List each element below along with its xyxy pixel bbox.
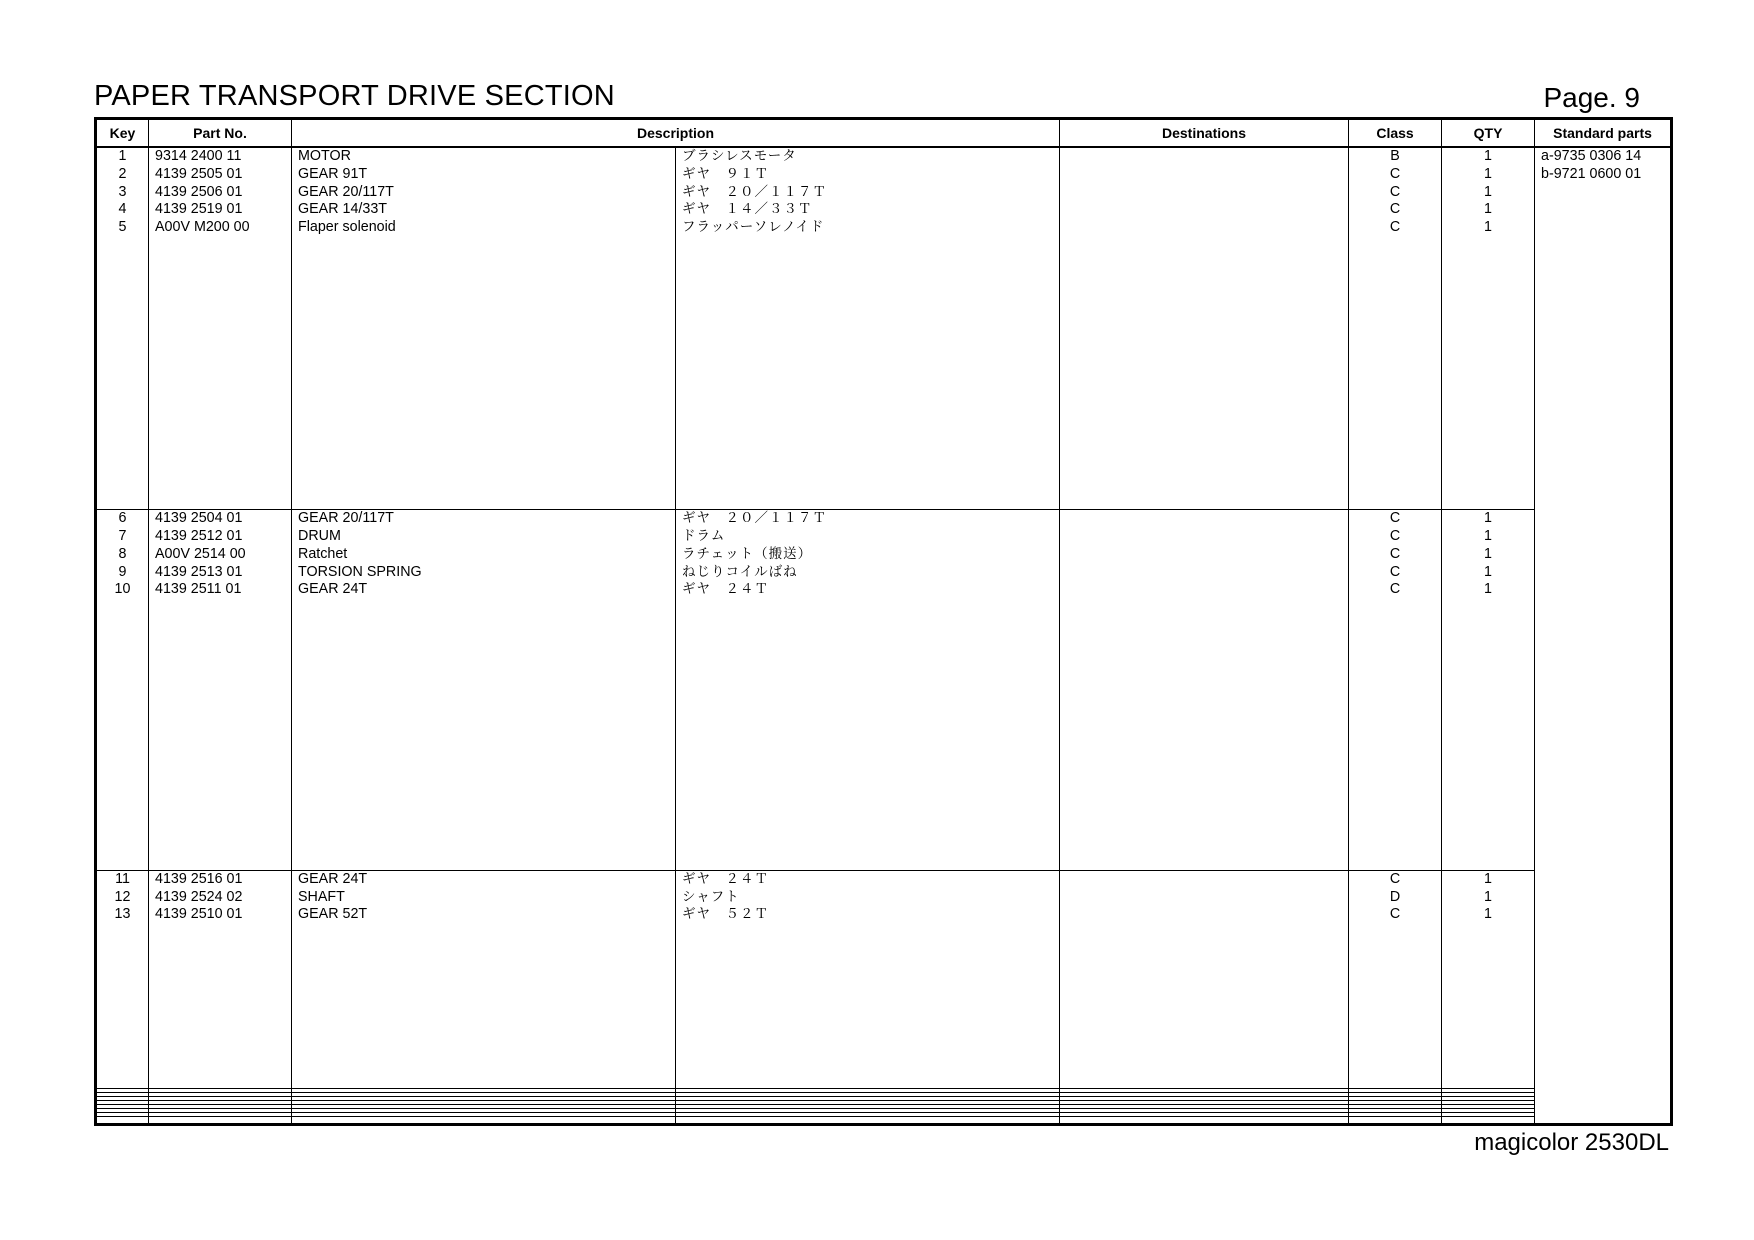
part-no-cell: 4139 2510 01 <box>155 906 243 923</box>
key-column-block <box>96 1116 149 1124</box>
destinations-cell <box>1060 906 1348 924</box>
description-en-cell: GEAR 52T <box>298 906 368 923</box>
destinations-cell <box>1060 184 1348 202</box>
description-jp-column-block <box>676 1116 1060 1124</box>
description-en-cell: DRUM <box>298 527 341 544</box>
col-header-description: Description <box>292 119 1060 148</box>
qty-cell: 1 <box>1484 527 1492 544</box>
description-en-cell: MOTOR <box>298 148 351 164</box>
key-cell: 7 <box>118 527 127 544</box>
key-cell: 6 <box>118 510 127 527</box>
part-no-column-block <box>149 1116 292 1124</box>
part-no-cell: 9314 2400 11 <box>155 148 242 164</box>
key-column-block <box>96 510 149 871</box>
qty-cell: 1 <box>1484 581 1492 598</box>
destinations-cell <box>1060 871 1348 889</box>
description-jp-cell: ギヤ ９１Ｔ <box>682 165 769 182</box>
description-jp-cell: ギヤ ２０／１１７Ｔ <box>682 510 827 527</box>
part-no-cell: 4139 2512 01 <box>155 527 243 544</box>
col-header-class: Class <box>1349 119 1442 148</box>
key-cell: 13 <box>114 906 131 923</box>
description-en-cell: GEAR 24T <box>298 870 368 887</box>
part-no-cell: 4139 2504 01 <box>155 510 243 527</box>
qty-cell: 1 <box>1484 870 1492 887</box>
qty-column-block <box>1442 147 1535 510</box>
class-cell: C <box>1389 581 1401 598</box>
qty-cell: 1 <box>1484 165 1492 182</box>
qty-cell: 1 <box>1484 906 1492 923</box>
class-cell: C <box>1389 183 1401 200</box>
key-cell: 2 <box>118 165 127 182</box>
destinations-cell <box>1060 564 1348 582</box>
destinations-cell <box>1060 581 1348 599</box>
qty-column-block <box>1442 1116 1535 1124</box>
description-en-cell: GEAR 91T <box>298 165 368 182</box>
description-jp-cell: ギヤ ５２Ｔ <box>682 906 769 923</box>
description-en-cell: GEAR 20/117T <box>298 510 394 527</box>
description-en-column-block <box>292 870 676 1088</box>
destinations-cell <box>1060 201 1348 219</box>
qty-cell: 1 <box>1484 148 1492 164</box>
description-jp-column-block <box>676 147 1060 510</box>
destinations-cell <box>1060 219 1348 237</box>
description-jp-cell: ギヤ ２４Ｔ <box>682 581 769 598</box>
key-cell: 4 <box>118 201 127 218</box>
col-header-standard-parts: Standard parts <box>1535 119 1672 148</box>
table-row <box>96 870 1672 1088</box>
description-jp-cell: ギヤ １４／３３Ｔ <box>682 201 813 218</box>
description-en-column-block <box>292 510 676 871</box>
description-jp-column-block <box>676 870 1060 1088</box>
destinations-cell <box>1060 528 1348 546</box>
qty-cell: 1 <box>1484 201 1492 218</box>
description-en-cell: SHAFT <box>298 888 345 905</box>
part-no-cell: 4139 2505 01 <box>155 165 243 182</box>
destinations-column-block <box>1060 870 1349 1088</box>
class-cell: C <box>1389 165 1401 182</box>
table-row <box>96 1116 1672 1124</box>
class-cell: D <box>1389 888 1401 905</box>
description-jp-cell: シャフト <box>682 888 740 905</box>
class-cell: C <box>1389 870 1401 887</box>
description-jp-cell: ブラシレスモータ <box>682 148 797 164</box>
class-column-block <box>1349 1116 1442 1124</box>
qty-cell: 1 <box>1484 563 1492 580</box>
key-column-block <box>96 870 149 1088</box>
description-en-cell: Flaper solenoid <box>298 219 396 236</box>
part-no-cell: 4139 2519 01 <box>155 201 243 218</box>
description-jp-cell: ラチェット（搬送） <box>682 545 813 562</box>
qty-cell: 1 <box>1484 510 1492 527</box>
key-column-block <box>96 147 149 510</box>
class-cell: C <box>1389 563 1401 580</box>
qty-cell: 1 <box>1484 545 1492 562</box>
part-no-column-block <box>149 147 292 510</box>
destinations-cell <box>1060 148 1348 166</box>
class-cell: C <box>1389 510 1401 527</box>
page-number: Page. 9 <box>1543 82 1640 113</box>
description-en-cell: GEAR 20/117T <box>298 183 394 200</box>
qty-cell: 1 <box>1484 888 1492 905</box>
description-jp-cell: ギヤ ２０／１１７Ｔ <box>682 183 827 200</box>
description-en-cell: Ratchet <box>298 545 348 562</box>
col-header-part-no: Part No. <box>149 119 292 148</box>
class-cell: B <box>1390 148 1400 164</box>
key-cell: 11 <box>115 870 130 887</box>
destinations-column-block <box>1060 510 1349 871</box>
col-header-qty: QTY <box>1442 119 1535 148</box>
description-en-column-block <box>292 147 676 510</box>
destinations-cell <box>1060 166 1348 184</box>
standard-part-item: a-9735 0306 14 <box>1541 148 1642 164</box>
destinations-cell <box>1060 510 1348 528</box>
part-no-column-block <box>149 510 292 871</box>
key-cell: 12 <box>114 888 131 905</box>
class-cell: C <box>1389 527 1401 544</box>
destinations-cell <box>1060 889 1348 907</box>
qty-cell: 1 <box>1484 219 1492 236</box>
class-column-block <box>1349 147 1442 510</box>
description-jp-cell: ギヤ ２４Ｔ <box>682 870 769 887</box>
part-no-cell: 4139 2511 01 <box>155 581 242 598</box>
qty-cell: 1 <box>1484 183 1492 200</box>
description-en-column-block <box>292 1116 676 1124</box>
part-no-cell: A00V 2514 00 <box>155 545 246 562</box>
table-row <box>96 510 1672 871</box>
col-header-destinations: Destinations <box>1060 119 1349 148</box>
class-column-block <box>1349 870 1442 1088</box>
description-jp-column-block <box>676 510 1060 871</box>
description-jp-cell: フラッパーソレノイド <box>682 219 825 236</box>
destinations-column-block <box>1060 147 1349 510</box>
class-cell: C <box>1389 201 1401 218</box>
model-name: magicolor 2530DL <box>1474 1129 1669 1156</box>
part-no-cell: 4139 2516 01 <box>155 870 243 887</box>
key-cell: 8 <box>118 545 127 562</box>
description-en-cell: GEAR 24T <box>298 581 368 598</box>
key-cell: 5 <box>118 219 127 236</box>
description-jp-cell: ねじりコイルばね <box>682 563 798 580</box>
class-cell: C <box>1389 219 1401 236</box>
part-no-cell: 4139 2524 02 <box>155 888 243 905</box>
destinations-column-block <box>1060 1116 1349 1124</box>
destinations-cell <box>1060 546 1348 564</box>
standard-part-item: b-9721 0600 01 <box>1541 165 1642 182</box>
class-column-block <box>1349 510 1442 871</box>
parts-list-table <box>94 117 1673 1126</box>
col-header-key: Key <box>96 119 149 148</box>
qty-column-block <box>1442 870 1535 1088</box>
key-cell: 1 <box>118 148 127 164</box>
key-cell: 9 <box>118 563 127 580</box>
standard-parts-cell <box>1535 147 1672 1125</box>
key-cell: 10 <box>114 581 131 598</box>
description-jp-cell: ドラム <box>682 527 726 544</box>
page-title: PAPER TRANSPORT DRIVE SECTION <box>94 80 615 112</box>
class-cell: C <box>1389 545 1401 562</box>
part-no-cell: A00V M200 00 <box>155 219 250 236</box>
qty-column-block <box>1442 510 1535 871</box>
table-header-row <box>96 119 1672 148</box>
table-row <box>96 147 1672 510</box>
part-no-cell: 4139 2513 01 <box>155 563 243 580</box>
description-en-cell: GEAR 14/33T <box>298 201 387 218</box>
part-no-cell: 4139 2506 01 <box>155 183 243 200</box>
part-no-column-block <box>149 870 292 1088</box>
description-en-cell: TORSION SPRING <box>298 563 422 580</box>
key-cell: 3 <box>118 183 127 200</box>
class-cell: C <box>1389 906 1401 923</box>
